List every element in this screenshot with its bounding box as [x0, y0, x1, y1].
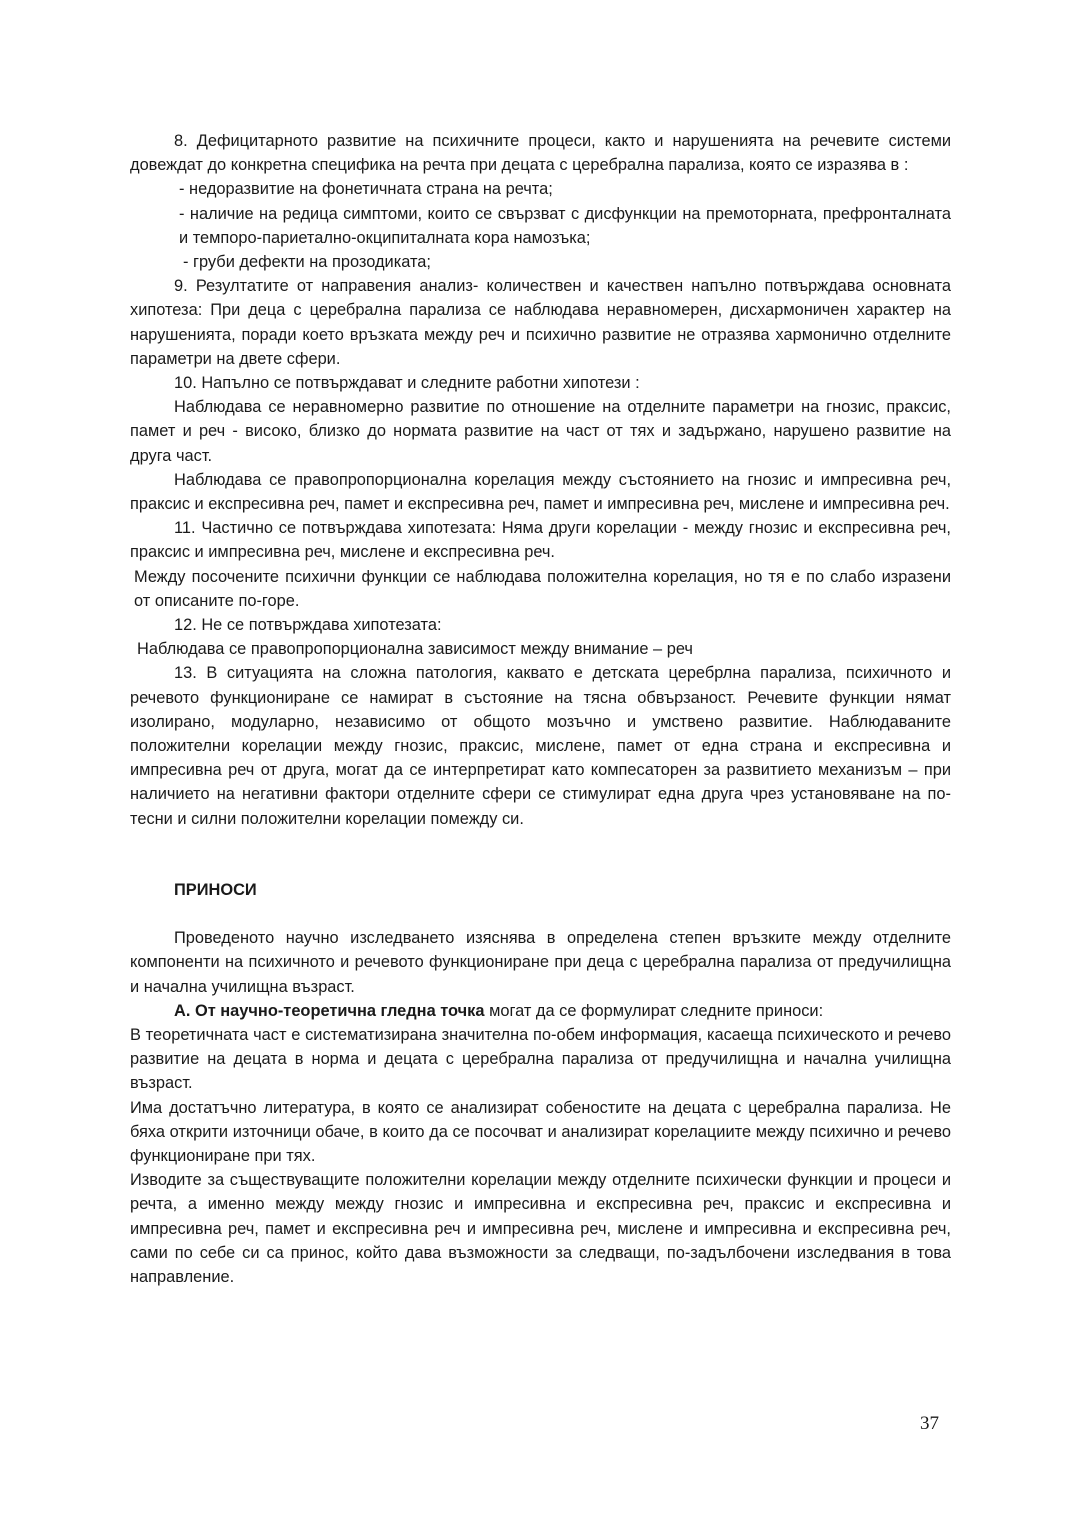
- conclusion-13: 13. В ситуацията на сложна патология, каквато е детската церебрлна парализа, психичното и речевото функциониране се намират в състояние на тясна обвързаност. Речевите функции нямат изолирано, модуларно, независимо от общото мозъчно и умствено развитие. Наблюдаваните положителни корелации между гнозис, праксис, мислене, памет от една страна и експресивна и импресивна реч от друга, могат да се интерпретират като компесаторен за развитието механизъм – при наличието на негативни фактори отделните сфери се стимулират една друга чрез установяване на по-тесни и силни положителни корелации помежду си.: [130, 664, 951, 828]
- contributions-heading: ПРИНОСИ: [174, 880, 257, 899]
- contribution-a-1: В теоретичната част е систематизирана значителна по-обем информация, касаеща психическото и речево развитие на децата в норма и децата с церебрална парализа от предучилищна и начална училищна възраст.: [130, 1025, 951, 1093]
- document-body: [130, 129, 951, 1289]
- conclusion-10-a: Наблюдава се неравномерно развитие по отношение на отделните параметри на гнозис, праксис, памет и реч - високо, близко до нормата развитие на част от тях и задържано, нарушено развитие на друга част.: [130, 398, 951, 465]
- contributions-intro: Проведеното научно изследването изяснява в определена степен връзките между отделните компоненти на психичното и речевото функциониране при деца с церебрална парализа от предучилищна и начална училищна възраст.: [130, 929, 951, 996]
- conclusion-8-bullet-3: - груби дефекти на прозодиката;: [183, 253, 431, 272]
- conclusion-8: 8. Дефицитарното развитие на психичните процеси, както и нарушенията на речевите системи довеждат до конкретна специфика на речта при децата с церебрална парализа, която се изразява в :: [130, 132, 951, 175]
- conclusion-8-bullet-1: - недоразвитие на фонетичната страна на речта;: [179, 180, 553, 199]
- contribution-a-3: Изводите за съществуващите положителни корелации между отделните психически функции и процеси и речта, а именно между между гнозис и импресивна и експресивна реч, праксис и експресивна и импресивна реч, памет и експресивна реч и импресивна реч, мислене и импресивна и експресивна реч, сами по себе си са принос, който дава възможности за следващи, по-задълбочени изследвания в това направление.: [130, 1171, 951, 1286]
- conclusion-8-bullet-2-text: - наличие на редица симптоми, които се свързват с дисфункции на премоторната, префронталната и темпоро-париетално-окципиталната кора намозъка;: [179, 204, 951, 247]
- contribution-a-2: Има достатъчно литература, в която се анализират собеностите на децата с церебрална парализа. Не бяха открити източници обаче, в които да се посочват и анализират корелациите между психично и речево функциониране при тях.: [130, 1098, 951, 1165]
- conclusion-8-bullet-2: [130, 202, 951, 250]
- contributions-section-a: [130, 999, 951, 1023]
- section-a-text: могат да се формулират следните приноси:: [484, 1001, 824, 1020]
- conclusion-10-b: Наблюдава се правопропорционална корелация между състоянието на гнозис и импресивна реч, праксис и експресивна реч, памет и експресивна реч, памет и импресивна реч, мислене и импресивна реч.: [130, 470, 951, 514]
- page-number: 37: [920, 1413, 939, 1434]
- section-a-title: А. От научно-теоретична гледна точка: [174, 1001, 485, 1020]
- conclusion-11: 11. Частично се потвърждава хипотезата: Няма други корелации - между гнозис и експресивна реч, праксис и импресивна реч, мислене и експресивна реч.: [130, 519, 951, 562]
- conclusion-12-a: Наблюдава се правопропорционална зависимост между внимание – реч: [137, 640, 693, 659]
- conclusion-10: 10. Напълно се потвърждават и следните работни хипотези :: [174, 374, 640, 393]
- conclusion-12: 12. Не се потвърждава хипотезата:: [174, 616, 442, 635]
- conclusion-11-a: Между посочените психични функции се наблюдава положителна корелация, но тя е по слабо изразени от описаните по-горе.: [134, 567, 951, 610]
- conclusion-9: 9. Резултатите от направения анализ- количествен и качествен напълно потвърждава основната хипотеза: При деца с церебрална парализа се наблюдава неравномерен, дисхармоничен характер на нарушенията, поради което връзката между реч и психично развитие не отразява хармонично отделните параметри на двете сфери.: [130, 277, 951, 368]
